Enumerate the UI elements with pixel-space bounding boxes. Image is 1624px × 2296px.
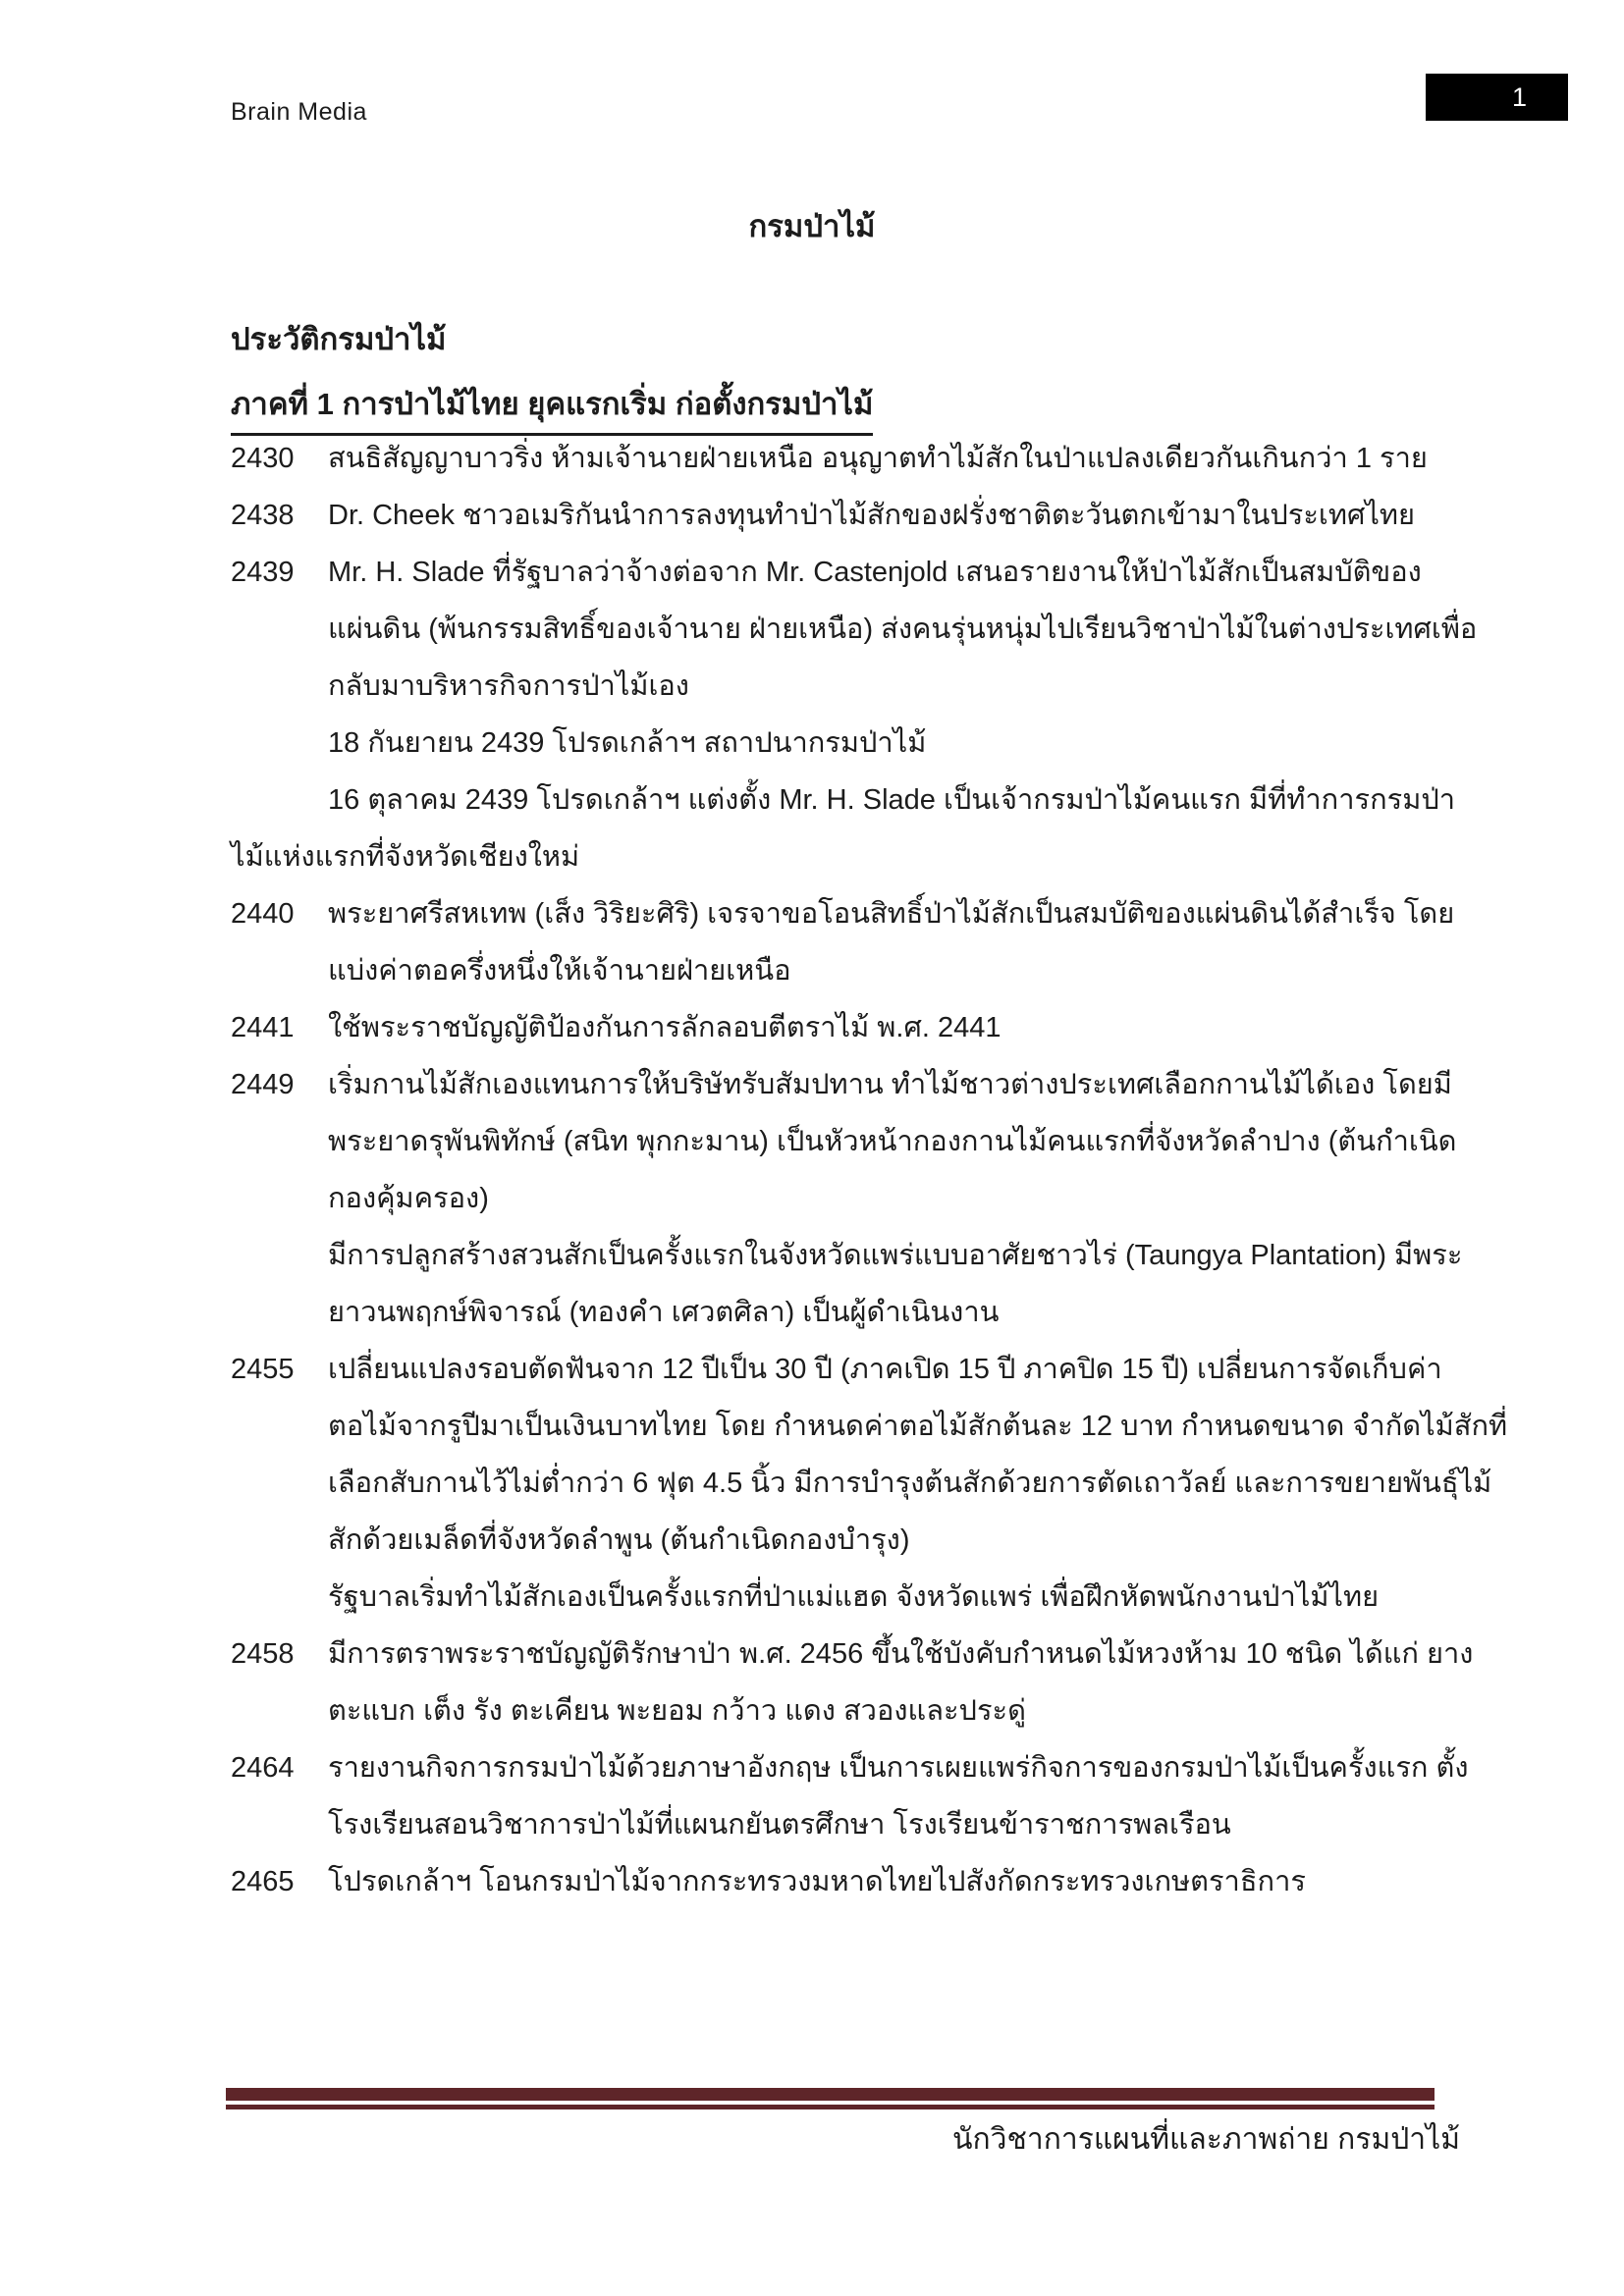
timeline-entry [231, 1626, 1478, 1682]
timeline-text: โปรดเกล้าฯ โอนกรมป่าไม้จากกระทรวงมหาดไทยไปสังกัดกระทรวงเกษตราธิการ [328, 1866, 1306, 1897]
timeline-year: 2449 [231, 1069, 295, 1100]
timeline-text: กลับมาบริหารกิจการป่าไม้เอง [328, 670, 689, 702]
timeline-text: ตอไม้จากรูปีมาเป็นเงินบาทไทย โดย กำหนดค่าตอไม้สักต้นละ 12 บาท กำหนดขนาด จำกัดไม้สักที่ [328, 1411, 1508, 1442]
timeline-text: รัฐบาลเริ่มทำไม้สักเองเป็นครั้งแรกที่ป่าแม่แฮด จังหวัดแพร่ เพื่อฝึกหัดพนักงานป่าไม้ไทย [328, 1581, 1380, 1613]
timeline-list [231, 430, 1508, 1910]
timeline-continuation-line [231, 942, 1478, 999]
timeline-year: 2458 [231, 1638, 295, 1670]
timeline-continuation-line [231, 1682, 1478, 1739]
timeline-text: ใช้พระราชบัญญัติป้องกันการลักลอบตีตราไม้ พ.ศ. 2441 [328, 1012, 1001, 1043]
timeline-text: Mr. H. Slade ที่รัฐบาลว่าจ้างต่อจาก Mr. Castenjold เสนอรายงานให้ป่าไม้สักเป็นสมบัติของ [328, 557, 1422, 588]
timeline-continuation-line [231, 1227, 1478, 1284]
timeline-text: มีการปลูกสร้างสวนสักเป็นครั้งแรกในจังหวัดแพร่แบบอาศัยชาวไร่ (Taungya Plantation) มีพระ [328, 1240, 1463, 1271]
timeline-entry [231, 999, 1478, 1056]
timeline-text: สนธิสัญญาบาวริ่ง ห้ามเจ้านายฝ่ายเหนือ อนุญาตทำไม้สักในป่าแปลงเดียวกันเกินกว่า 1 ราย [328, 443, 1428, 474]
timeline-continuation-line [231, 1512, 1478, 1569]
timeline-text: 16 ตุลาคม 2439 โปรดเกล้าฯ แต่งตั้ง Mr. H. Slade เป็นเจ้ากรมป่าไม้คนแรก มีที่ทำการกรมป่า [328, 784, 1456, 816]
footer-rule-thin [226, 2105, 1435, 2109]
timeline-continuation-line [231, 1455, 1492, 1512]
timeline-continuation-line [231, 772, 1478, 828]
timeline-entry [231, 1739, 1478, 1796]
timeline-continuation-line [231, 1569, 1478, 1626]
timeline-entry [231, 430, 1478, 487]
timeline-text: พระยาศรีสหเทพ (เส็ง วิริยะศิริ) เจรจาขอโอนสิทธิ์ป่าไม้สักเป็นสมบัติของแผ่นดินได้สำเร็จ โดย [328, 898, 1455, 930]
timeline-year: 2440 [231, 898, 295, 930]
timeline-text: Dr. Cheek ชาวอเมริกันนำการลงทุนทำป่าไม้สักของฝรั่งชาติตะวันตกเข้ามาในประเทศไทย [328, 500, 1416, 531]
timeline-continuation-line [231, 658, 1478, 715]
timeline-year: 2455 [231, 1354, 295, 1385]
timeline-continuation-line [231, 1170, 1478, 1227]
timeline-text: แบ่งค่าตอครึ่งหนึ่งให้เจ้านายฝ่ายเหนือ [328, 955, 791, 987]
timeline-text: พระยาดรุพันพิทักษ์ (สนิท พุกกะมาน) เป็นหัวหน้ากองกานไม้คนแรกที่จังหวัดลำปาง (ต้นกำเนิด [328, 1126, 1457, 1157]
timeline-text: มีการตราพระราชบัญญัติรักษาป่า พ.ศ. 2456 ขึ้นใช้บังคับกำหนดไม้หวงห้าม 10 ชนิด ได้แก่ ยาง [328, 1638, 1474, 1670]
timeline-entry [231, 544, 1478, 601]
timeline-year: 2430 [231, 443, 295, 474]
document-title: กรมป่าไม้ [748, 209, 876, 243]
timeline-continuation-line [231, 1284, 1478, 1341]
timeline-entry [231, 1056, 1478, 1113]
timeline-continuation-line [231, 828, 1478, 885]
timeline-text: กองคุ้มครอง) [328, 1183, 489, 1214]
timeline-text: เปลี่ยนแปลงรอบตัดฟันจาก 12 ปีเป็น 30 ปี (ภาคเปิด 15 ปี ภาคปิด 15 ปี) เปลี่ยนการจัดเก็บค่า [328, 1354, 1442, 1385]
page-number: 1 [1511, 81, 1527, 112]
timeline-entry [231, 487, 1478, 544]
timeline-continuation-line [231, 1796, 1478, 1853]
timeline-text: ตะแบก เต็ง รัง ตะเคียน พะยอม กว้าว แดง สวองและประดู่ [328, 1695, 1026, 1727]
page-number-box [1426, 74, 1568, 121]
timeline-year: 2439 [231, 557, 295, 588]
section-heading-part1 [231, 379, 873, 436]
section-heading-history: ประวัติกรมป่าไม้ [231, 322, 447, 356]
footer-credit: นักวิชาการแผนที่และภาพถ่าย กรมป่าไม้ [951, 2123, 1460, 2156]
timeline-entry [231, 1341, 1478, 1398]
timeline-text: สักด้วยเมล็ดที่จังหวัดลำพูน (ต้นกำเนิดกองบำรุง) [328, 1524, 910, 1556]
timeline-year: 2464 [231, 1752, 295, 1784]
timeline-text: ยาวนพฤกษ์พิจารณ์ (ทองคำ เศวตศิลา) เป็นผู้ดำเนินงาน [328, 1297, 1000, 1328]
timeline-year: 2441 [231, 1012, 295, 1043]
timeline-text: รายงานกิจการกรมป่าไม้ด้วยภาษาอังกฤษ เป็นการเผยแพร่กิจการของกรมป่าไม้เป็นครั้งแรก ตั้ง [328, 1752, 1469, 1784]
timeline-text: ไม้แห่งแรกที่จังหวัดเชียงใหม่ [231, 841, 580, 873]
timeline-entry [231, 885, 1478, 942]
timeline-continuation-line [231, 1398, 1508, 1455]
timeline-year: 2465 [231, 1866, 295, 1897]
timeline-text: โรงเรียนสอนวิชาการป่าไม้ที่แผนกยันตรศึกษา โรงเรียนข้าราชการพลเรือน [328, 1809, 1231, 1841]
header-brand: Brain Media [231, 98, 367, 126]
timeline-year: 2438 [231, 500, 295, 531]
timeline-text: แผ่นดิน (พ้นกรรมสิทธิ์ของเจ้านาย ฝ่ายเหนือ) ส่งคนรุ่นหนุ่มไปเรียนวิชาป่าไม้ในต่างประเทศเพื่อ [328, 614, 1478, 645]
timeline-text: 18 กันยายน 2439 โปรดเกล้าฯ สถาปนากรมป่าไม้ [328, 727, 927, 759]
timeline-entry [231, 1853, 1478, 1910]
timeline-continuation-line [231, 715, 1478, 772]
footer-rule-thick [226, 2088, 1435, 2101]
timeline-continuation-line [231, 1113, 1478, 1170]
section-heading-part1-text: ภาคที่ 1 การป่าไม้ไทย ยุคแรกเริ่ม ก่อตั้งกรมป่าไม้ [231, 379, 873, 436]
timeline-text: เริ่มกานไม้สักเองแทนการให้บริษัทรับสัมปทาน ทำไม้ชาวต่างประเทศเลือกกานไม้ได้เอง โดยมี [328, 1069, 1452, 1100]
timeline-continuation-line [231, 601, 1478, 658]
timeline-text: เลือกสับกานไว้ไม่ต่ำกว่า 6 ฟุต 4.5 นิ้ว มีการบำรุงต้นสักด้วยการตัดเถาวัลย์ และการขยายพันธุ์ไม้ [328, 1468, 1492, 1499]
